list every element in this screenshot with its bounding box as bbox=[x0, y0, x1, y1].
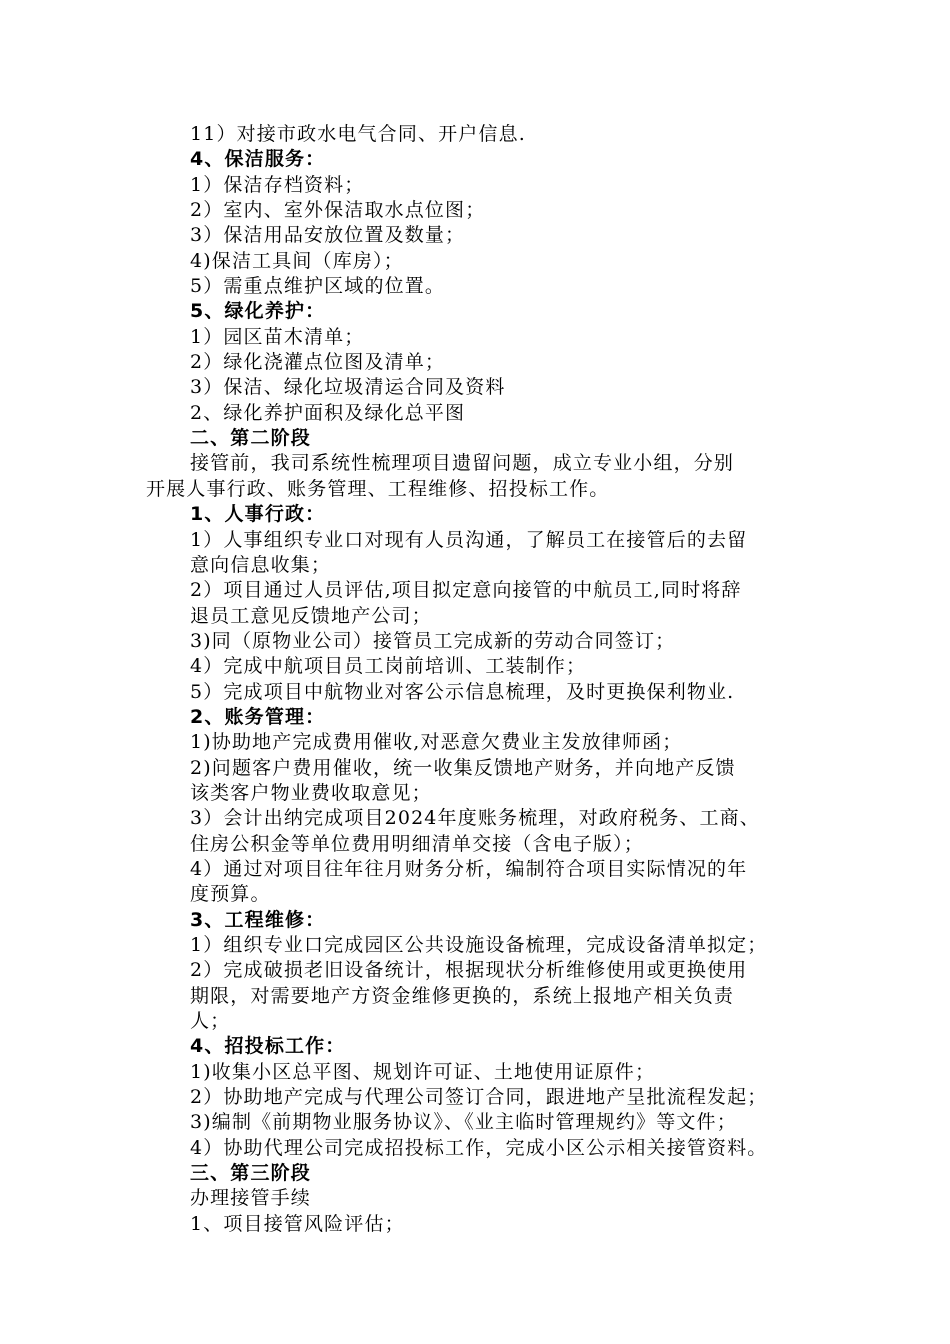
text-line: 3）会计出纳完成项目2024年度账务梳理，对政府税务、工商、 bbox=[190, 807, 760, 830]
text-line: 意向信息收集； bbox=[190, 553, 332, 576]
section-heading: 4、保洁服务： bbox=[190, 148, 326, 171]
text-line: 2）室内、室外保洁取水点位图； bbox=[190, 199, 486, 222]
text-line: 人； bbox=[190, 1010, 231, 1033]
section-heading: 3、工程维修： bbox=[190, 908, 326, 931]
section-heading: 三、第三阶段 bbox=[190, 1162, 311, 1185]
text-line: 1)协助地产完成费用催收,对恶意欠费业主发放律师函； bbox=[190, 731, 683, 754]
text-line: 2、绿化养护面积及绿化总平图 bbox=[190, 401, 466, 424]
text-line: 接管前，我司系统性梳理项目遗留问题，成立专业小组，分别 bbox=[190, 452, 735, 475]
section-heading: 2、账务管理： bbox=[190, 705, 326, 728]
text-line: 1）保洁存档资料； bbox=[190, 173, 365, 196]
text-line: 1、项目接管风险评估； bbox=[190, 1212, 405, 1235]
text-line: 3）保洁用品安放位置及数量； bbox=[190, 224, 466, 247]
text-line: 开展人事行政、账务管理、工程维修、招投标工作。 bbox=[146, 477, 610, 500]
text-line: 4）完成中航项目员工岗前培训、工装制作； bbox=[190, 655, 587, 678]
text-line: 3)同（原物业公司）接管员工完成新的劳动合同签订； bbox=[190, 629, 676, 652]
text-line: 4）协助代理公司完成招投标工作，完成小区公示相关接管资料。 bbox=[190, 1136, 768, 1159]
section-heading: 4、招投标工作： bbox=[190, 1035, 346, 1058]
text-line: 办理接管手续 bbox=[190, 1187, 311, 1210]
text-line: 2）协助地产完成与代理公司签订合同，跟进地产呈批流程发起； bbox=[190, 1086, 768, 1109]
text-line: 期限，对需要地产方资金维修更换的，系统上报地产相关负责 bbox=[190, 984, 735, 1007]
text-line: 该类客户物业费收取意见； bbox=[190, 781, 432, 804]
text-line: 1）园区苗木清单； bbox=[190, 325, 365, 348]
text-line: 2）绿化浇灌点位图及清单； bbox=[190, 351, 446, 374]
text-line: 2)问题客户费用催收，统一收集反馈地产财务，并向地产反馈 bbox=[190, 756, 736, 779]
text-line: 1）人事组织专业口对现有人员沟通，了解员工在接管后的去留 bbox=[190, 528, 748, 551]
text-line: 1)收集小区总平图、规划许可证、土地使用证原件； bbox=[190, 1060, 656, 1083]
text-line: 3）保洁、绿化垃圾清运合同及资料 bbox=[190, 376, 506, 399]
text-line: 2）项目通过人员评估,项目拟定意向接管的中航员工,同时将辞 bbox=[190, 579, 742, 602]
text-line: 3)编制《前期物业服务协议》、《业主临时管理规约》等文件； bbox=[190, 1111, 737, 1134]
section-heading: 二、第二阶段 bbox=[190, 427, 311, 450]
section-heading: 5、绿化养护： bbox=[190, 300, 326, 323]
text-line: 退员工意见反馈地产公司； bbox=[190, 604, 432, 627]
text-line: 2）完成破损老旧设备统计，根据现状分析维修使用或更换使用 bbox=[190, 959, 748, 982]
text-line: 4）通过对项目往年往月财务分析，编制符合项目实际情况的年 bbox=[190, 857, 748, 880]
text-line: 11）对接市政水电气合同、开户信息. bbox=[190, 123, 526, 145]
text-line: 4)保洁工具间（库房）； bbox=[190, 249, 404, 272]
text-line: 住房公积金等单位费用明细清单交接（含电子版）； bbox=[190, 832, 644, 855]
text-line: 5）完成项目中航物业对客公示信息梳理，及时更换保利物业. bbox=[190, 680, 735, 703]
document-body bbox=[0, 122, 950, 1237]
section-heading: 1、人事行政： bbox=[190, 503, 326, 526]
text-line: 5）需重点维护区域的位置。 bbox=[190, 275, 446, 298]
text-line: 1）组织专业口完成园区公共设施设备梳理，完成设备清单拟定； bbox=[190, 934, 768, 956]
text-line: 度预算。 bbox=[190, 883, 271, 906]
